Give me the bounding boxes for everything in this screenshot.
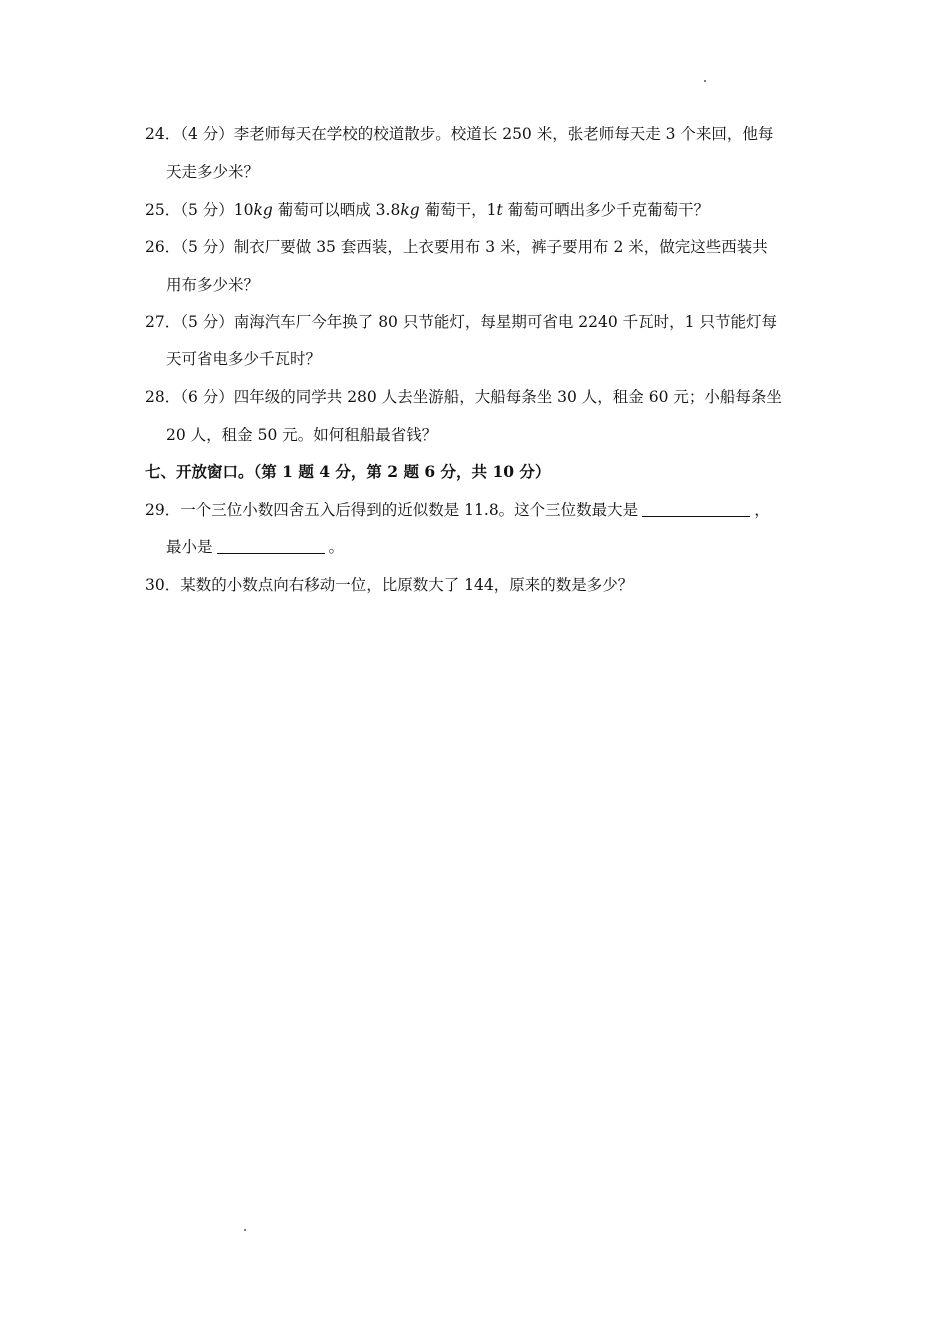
question-28-number: 28．: [145, 388, 181, 406]
answer-blank-max[interactable]: [642, 502, 750, 517]
question-27-line-2: 天可省电多少千瓦时？: [166, 350, 322, 368]
question-27-line-1: [145, 312, 777, 332]
question-29-line-1: [145, 500, 770, 520]
unit-t: t: [496, 201, 503, 219]
question-25-line-1: [145, 200, 709, 220]
question-24-number: 24．: [145, 125, 181, 143]
section-7-heading: 七、开放窗口。（第 1 题 4 分，第 2 题 6 分，共 10 分）: [145, 462, 551, 481]
question-29-period: 。: [328, 538, 345, 556]
question-29-text: 一个三位小数四舍五入后得到的近似数是 11.8。这个三位数最大是: [180, 501, 639, 519]
question-26-text: （5 分）制衣厂要做 35 套西装，上衣要用布 3 米，裤子要用布 2 米，做完这些西装共: [180, 238, 768, 256]
scan-dot-bottom: [244, 1229, 246, 1231]
question-26-line-2: 用布多少米？: [166, 276, 260, 294]
question-28-line-1: [145, 387, 782, 407]
question-28-text: （6 分）四年级的同学共 280 人去坐游船，大船每条坐 30 人，租金 60 元；小船每条坐: [180, 388, 782, 406]
question-25-text-d: 葡萄可晒出多少千克葡萄干？: [502, 201, 710, 219]
question-24-text: （4 分）李老师每天在学校的校道散步。校道长 250 米，张老师每天走 3 个来回，他每: [180, 125, 774, 143]
question-30-line-1: [145, 575, 633, 595]
question-27-text: （5 分）南海汽车厂今年换了 80 只节能灯，每星期可省电 2240 千瓦时，1 只节能灯每: [180, 313, 777, 331]
question-24-line-2: 天走多少米？: [166, 163, 260, 181]
question-24-line-1: [145, 124, 773, 144]
question-25-text-c: 葡萄干，1: [419, 201, 497, 219]
question-25-text-b: 葡萄可以晒成 3.8: [272, 201, 401, 219]
question-30-text: 某数的小数点向右移动一位，比原数大了 144，原来的数是多少？: [180, 576, 634, 594]
question-28-line-2: 20 人，租金 50 元。如何租船最省钱？: [166, 426, 438, 444]
scan-dot-top: [704, 80, 706, 82]
question-30-number: 30．: [145, 576, 181, 594]
question-27-number: 27．: [145, 313, 181, 331]
question-26-line-1: [145, 237, 768, 257]
question-29-line-2: [166, 537, 344, 557]
question-25-text-a: （5 分）10: [180, 201, 254, 219]
question-26-number: 26．: [145, 238, 181, 256]
question-25-number: 25．: [145, 201, 181, 219]
unit-kg-2: kg: [400, 201, 420, 219]
question-29-text-min: 最小是: [166, 538, 213, 556]
answer-blank-min[interactable]: [217, 539, 325, 554]
unit-kg-1: kg: [253, 201, 273, 219]
question-29-comma: ，: [754, 501, 770, 519]
question-29-number: 29．: [145, 501, 181, 519]
